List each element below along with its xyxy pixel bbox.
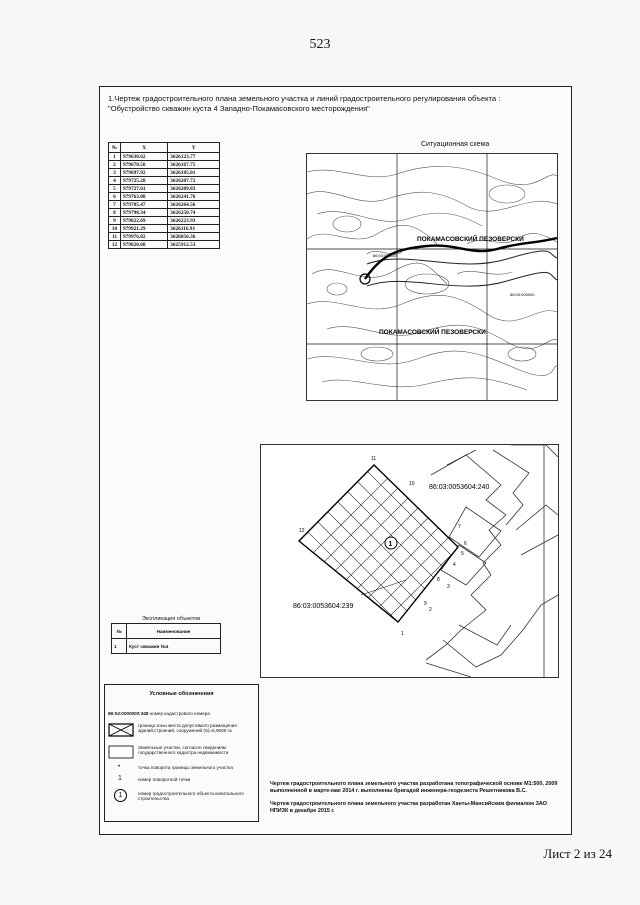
cell: 979678.50 xyxy=(121,161,168,169)
cell: 1 xyxy=(109,153,121,161)
zone-text: граница зоны места допустимого размещения зданий,строений, сооружений (S)=5,9606 га xyxy=(138,723,237,733)
cadastral-top: 86:03:0053604:240 xyxy=(429,484,490,491)
cell: 979697.92 xyxy=(121,169,168,177)
cell: 3626116.91 xyxy=(168,225,220,233)
cell: 1 xyxy=(112,639,127,654)
point-10: 10 xyxy=(409,481,415,487)
coordinates-table xyxy=(108,142,220,249)
zone-swatch-icon xyxy=(108,723,134,737)
drawing-title: 1.Чертеж градостроительного плана земельного участка и линий градостроительного регулирования объекта : "Обустройство скважин куста 4 Западно-Покамасовского месторождения" xyxy=(108,94,501,113)
table-row xyxy=(109,233,220,241)
cell: 5 xyxy=(109,185,121,193)
point-2: 2 xyxy=(429,607,432,613)
cell: 3 xyxy=(109,169,121,177)
point-dot-icon: • xyxy=(118,764,121,770)
note-1: Чертеж градостроительного плана земельного участка разработана топографической основе М1:500, 2009 выполненной в марте-мае 2014 г. выполнены бригадой инженера-геодезиста Решетникова В.С. xyxy=(270,781,558,794)
cadastral-bottom: 86:03:0053604:239 xyxy=(293,603,354,610)
point-8: 8 xyxy=(437,577,440,583)
object-text: номер градостроительного объекта капитального строительства xyxy=(138,791,244,801)
cell: 3626207.72 xyxy=(168,177,220,185)
point-6: 6 xyxy=(464,541,467,547)
legend-cadastral xyxy=(108,711,255,716)
note-2: Чертеж градостроительного плана земельного участка разработан Ханты-Мансийским филиалом ЗАО НПИЗК в декабре 2015 г. xyxy=(270,801,547,814)
point-4: 4 xyxy=(453,562,456,568)
drawing-sheet xyxy=(99,86,572,835)
table-row xyxy=(109,241,220,249)
turn-sample: 1 xyxy=(118,775,122,782)
parcels-text: Земельные участки, согласно сведениям государственного кадастра недвижимости xyxy=(138,745,229,755)
turn-text: номер поворотной точки xyxy=(138,777,191,782)
point-5: 5 xyxy=(461,551,464,557)
cell: 3626223.93 xyxy=(168,217,220,225)
cell: 12 xyxy=(109,241,121,249)
cell: 2 xyxy=(109,161,121,169)
cell: 979785.47 xyxy=(121,201,168,209)
explication-table xyxy=(111,623,221,654)
legend xyxy=(104,684,259,822)
cell: 6 xyxy=(109,193,121,201)
cell: 979725.28 xyxy=(121,177,168,185)
table-row xyxy=(109,177,220,185)
point-1: 1 xyxy=(401,631,404,637)
label-small-1: 86:03:000004 xyxy=(373,253,398,258)
neighbor-parcels xyxy=(426,445,558,677)
cell: 3626123.77 xyxy=(168,153,220,161)
point-12: 12 xyxy=(299,528,305,534)
object-circle-icon: 1 xyxy=(114,789,127,802)
cell: 8 xyxy=(109,209,121,217)
explication-title: Экспликация объектов xyxy=(142,616,201,622)
cell: 10 xyxy=(109,225,121,233)
cell: 979727.61 xyxy=(121,185,168,193)
sheet-number: Лист 2 из 24 xyxy=(543,846,612,861)
cell: 979798.34 xyxy=(121,209,168,217)
page-number: 523 xyxy=(309,37,331,52)
cell: 11 xyxy=(109,233,121,241)
col-no: № xyxy=(112,624,127,639)
coordinates-header xyxy=(109,143,220,153)
terrain-contours xyxy=(307,166,557,390)
land-plot-plan xyxy=(260,444,559,678)
point-11: 11 xyxy=(371,456,377,462)
cell: 979630.62 xyxy=(121,153,168,161)
label-small-2: 86:03:000000 xyxy=(510,292,535,297)
zone-hatch xyxy=(261,445,558,677)
col-x: X xyxy=(121,143,168,153)
cell: 979822.69 xyxy=(121,217,168,225)
cell: 3626167.75 xyxy=(168,161,220,169)
table-row xyxy=(109,161,220,169)
col-y: Y xyxy=(168,143,220,153)
col-name: Наименование xyxy=(127,624,221,639)
point-text: точка поворота границы земельного участка xyxy=(138,765,233,770)
cell: 3626209.83 xyxy=(168,185,220,193)
cell: 3626264.56 xyxy=(168,201,220,209)
table-row xyxy=(112,639,221,654)
cell: 979820.68 xyxy=(121,241,168,249)
cadastral-text: номер кадастрового номера xyxy=(149,711,210,716)
parcel-swatch-icon xyxy=(108,745,134,759)
cell: 9 xyxy=(109,217,121,225)
cell: 979763.08 xyxy=(121,193,168,201)
label-north: ПОКАМАСОВСКИЙ ПЕЗОВЕРСКИ xyxy=(417,236,524,243)
cell: 7 xyxy=(109,201,121,209)
col-no: № xyxy=(109,143,121,153)
situation-title: Ситуационная схема xyxy=(421,141,490,148)
point-7: 7 xyxy=(458,524,461,530)
notes xyxy=(270,781,565,821)
pipeline-route xyxy=(365,238,557,279)
table-row xyxy=(109,185,220,193)
cadastral-sample: 86:04:0000000:348 xyxy=(108,711,149,716)
point-3: 3 xyxy=(447,584,450,590)
object-number: 1 xyxy=(388,541,393,548)
cell: 3625912.53 xyxy=(168,241,220,249)
explication-header xyxy=(112,624,221,639)
table-row xyxy=(109,225,220,233)
cell: 979976.82 xyxy=(121,233,168,241)
cell: 3626185.01 xyxy=(168,169,220,177)
table-row xyxy=(109,193,220,201)
point-9: 9 xyxy=(424,601,427,607)
table-row xyxy=(109,153,220,161)
cell: 3626250.74 xyxy=(168,209,220,217)
cell: 4 xyxy=(109,177,121,185)
cell: 3626056.36 xyxy=(168,233,220,241)
situation-map xyxy=(306,153,558,401)
table-row xyxy=(109,169,220,177)
cell: Куст скважин №4 xyxy=(127,639,221,654)
table-row xyxy=(109,209,220,217)
table-row xyxy=(109,217,220,225)
cell: 979921.29 xyxy=(121,225,168,233)
table-row xyxy=(109,201,220,209)
legend-title: Условные обозначения xyxy=(149,691,214,697)
cell: 3626241.76 xyxy=(168,193,220,201)
label-south: ПОКАМАСОВСКИЙ ПЕЗОВЕРСКИ xyxy=(379,329,486,336)
